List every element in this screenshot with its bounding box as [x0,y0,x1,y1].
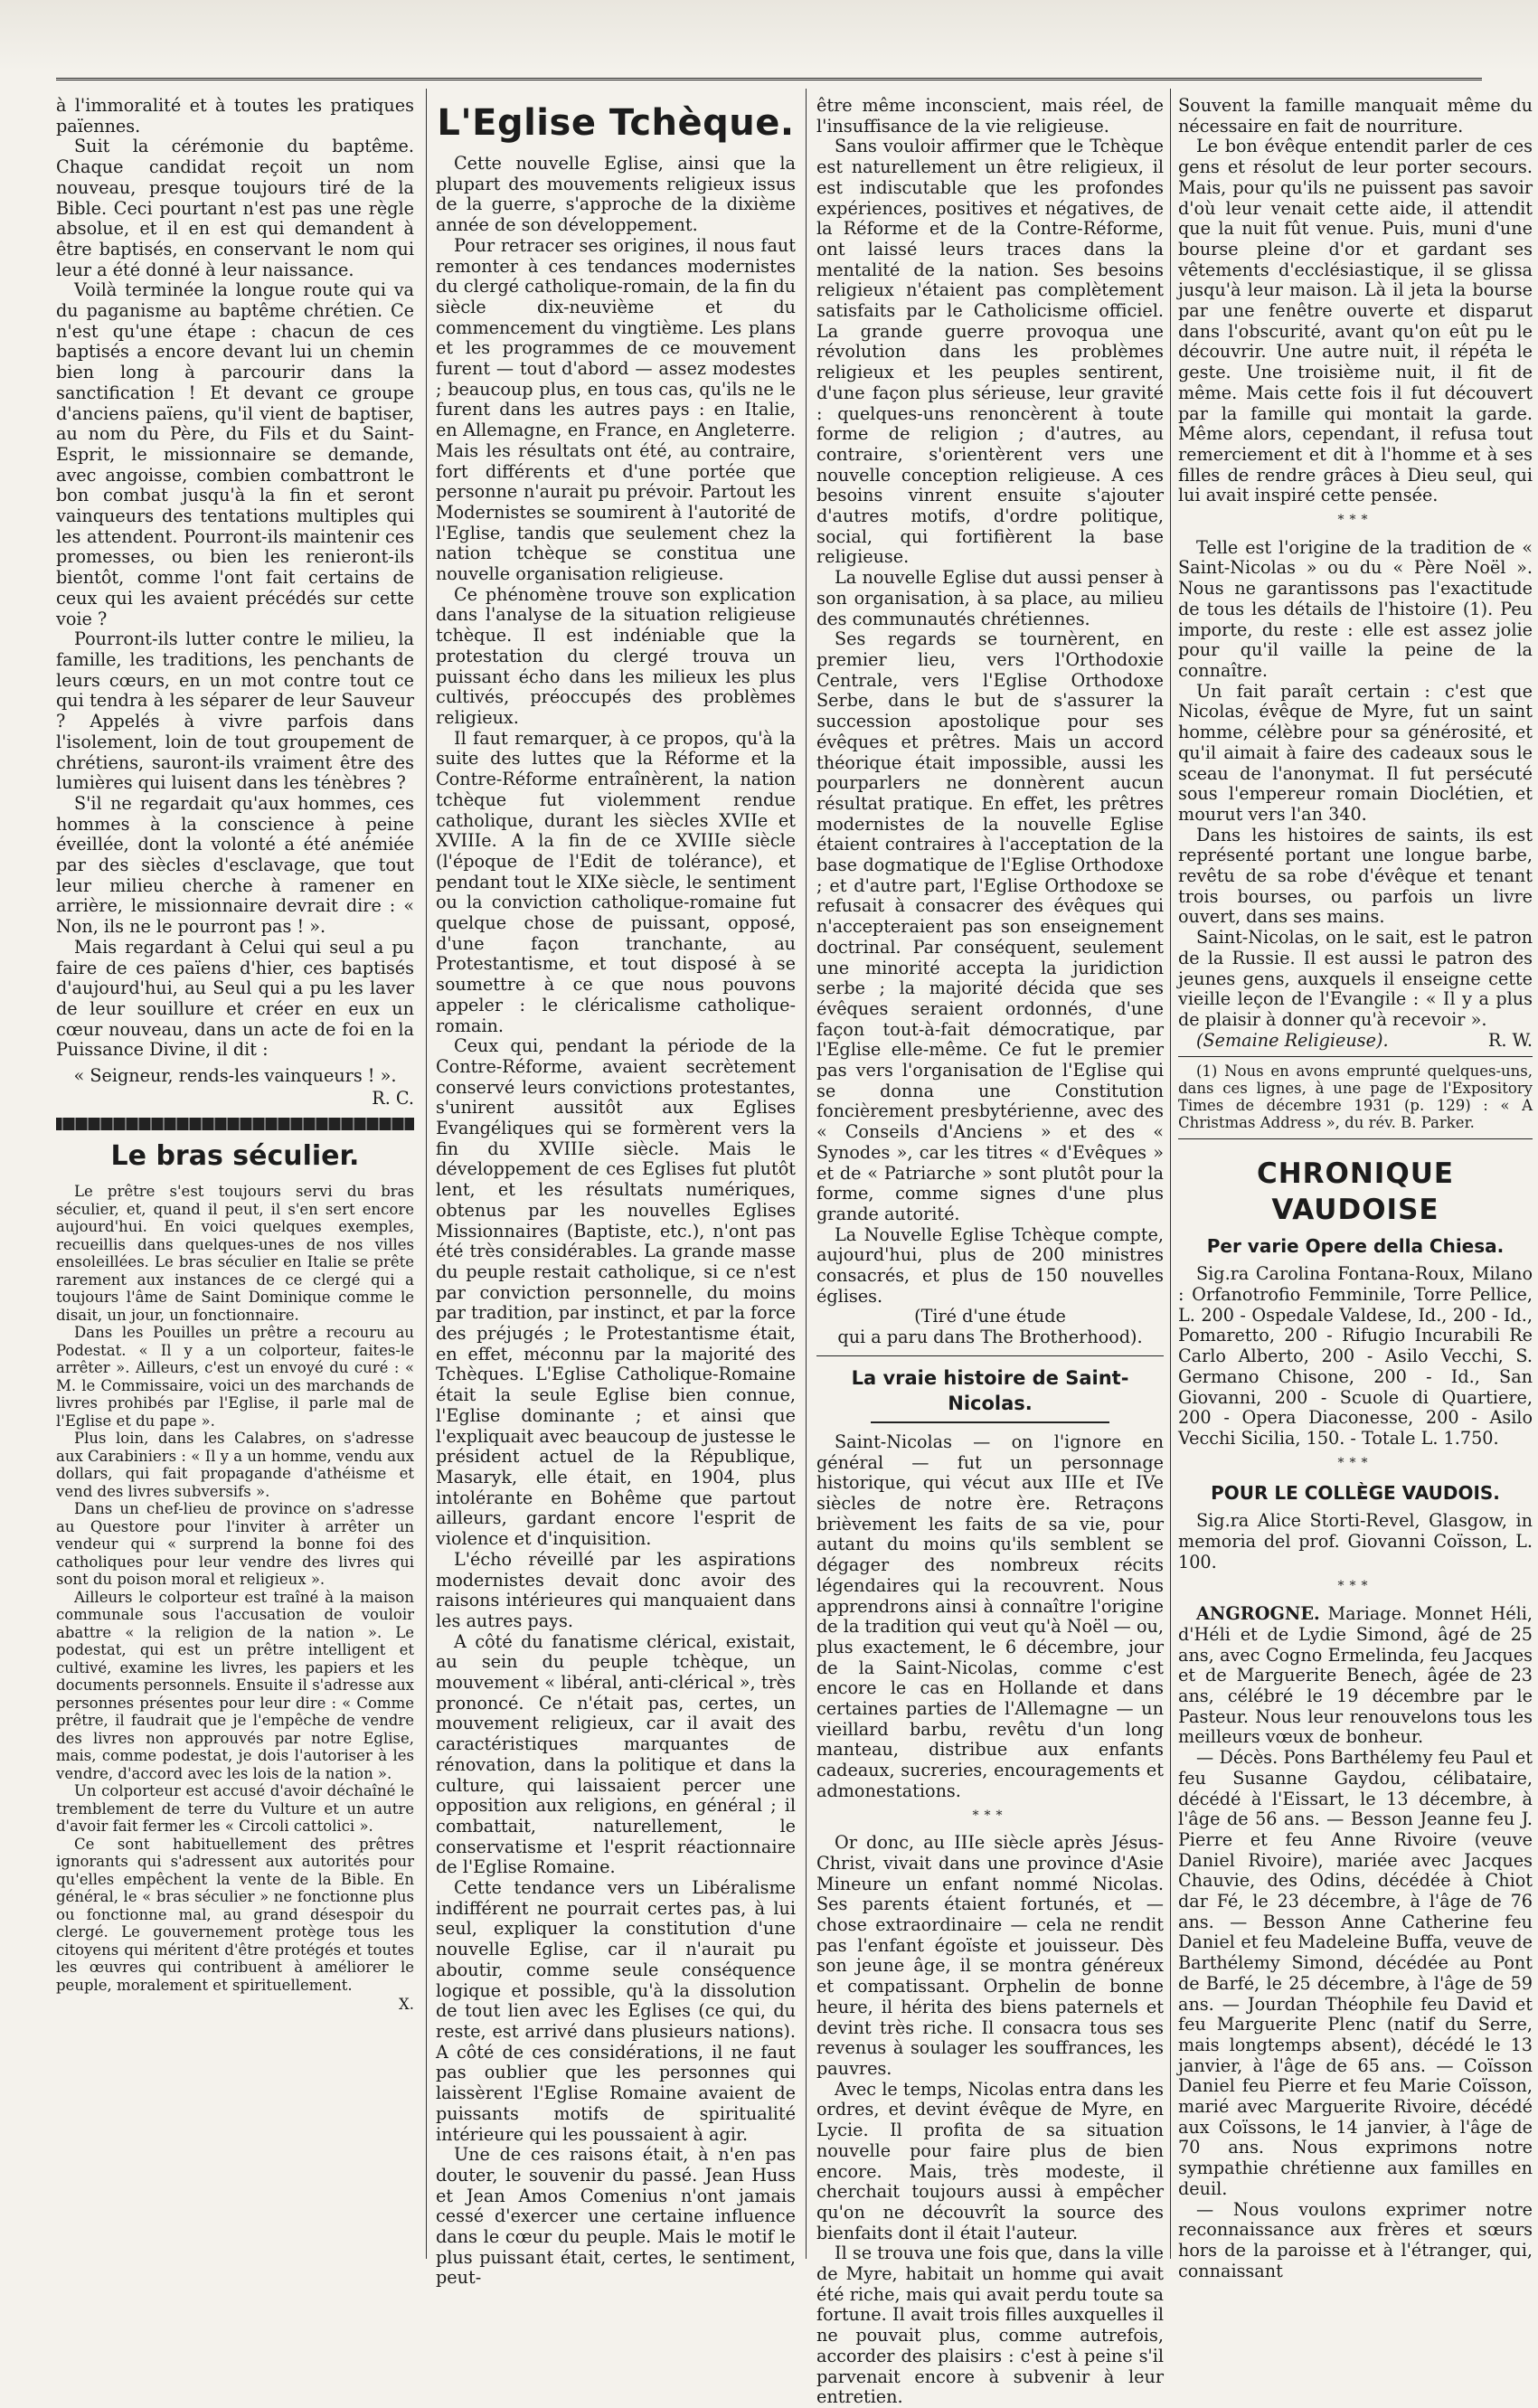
column-divider [806,89,807,2259]
divider [871,1421,1109,1423]
paragraph: Il se trouva une fois que, dans la ville de Myre, habitait un homme qui avait été riche, mais qui avait perdu toute sa fortune. Il avait trois filles auxquelles il ne pouvait plus, comme autrefois, accorder des plaisirs : c'est à peine s'il parvenait encore à subvenir à leur entretien. [816,2243,1164,2408]
signature: R. W. [1487,1029,1533,1051]
paragraph: Pourront-ils lutter contre le milieu, la famille, les traditions, les penchants de leurs cœurs, en un mot contre tout ce qui tendra à les séparer de leur Sauveur ? Appelés à vivre parfois dans l'isolement, loin de tout groupement de chrétiens, sauront-ils vraiment être des lumières qui luisent dans les ténèbres ? [56,628,414,794]
paragraph: Mariage. Monnet Héli, d'Héli et de Lydie Simond, âgé de 25 ans, avec Cogno Ermelinda, feu Jacques et de Marguerite Benech, âgée de 23 ans, célébré le 19 décembre par le Pasteur. Nous leur renouvelons tous les meilleurs vœux de bonheur. [1178,1603,1533,1748]
header-rule [56,78,1482,80]
article-title: Le bras séculier. [110,1140,360,1173]
section-stars: *** [1337,1579,1373,1594]
paragraph: Ailleurs le colporteur est traîné à la maison communale sous l'accusation de vouloir abattre « la religion de la nation ». Le podestat, qui est un prêtre intelligent et cultivé, examine les livres, les papiers et les documents personnels. Ensuite il s'adresse aux personnes présentes pour leur dire : « Comme prêtre, il faudrait que je l'empêche de vendre des livres non approuvés par notre Eglise, mais, comme podestat, je dois l'autoriser à les vendre, d'accord avec les lois de la nation ». [56,1588,414,1782]
section-stars: *** [1337,513,1373,528]
paragraph: Saint-Nicolas, on le sait, est le patron de la Russie. Il est aussi le patron des jeunes gens, auxquels il enseigne cette vieille leçon de l'Evangile : « Il y a plus de plaisir à donner qu'à recevoir ». [1178,927,1533,1030]
source-line: qui a paru dans The Brotherhood). [837,1327,1143,1348]
column-4 [1178,95,1533,2281]
paragraph: Souvent la famille manquait même du nécessaire en fait de nourriture. [1178,95,1533,137]
paragraph: Le prêtre s'est toujours servi du bras séculier, et, quand il peut, il s'en sert encore aujourd'hui. En voici quelques exemples, recueillis dans quelques-unes de nos villes ensoleillées. Le bras séculier en Italie se prête rarement aux instances de ce clergé qui a toujours l'âme de Saint Dominique comme le disait, un jour, un fonctionnaire. [56,1183,414,1324]
paragraph: Sans vouloir affirmer que le Tchèque est naturellement un être religieux, il est indiscutable que les profondes expériences, positives et négatives, de la Réforme et de la Contre-Réforme, ont laissé leurs traces dans la mentalité de la nation. Ses besoins religieux n'étaient pas complètement satisfaits par le Catholicisme officiel. La grande guerre provoqua une révolution dans les problèmes religieux et les peuples sentirent, d'une façon plus sérieuse, leur gravité : quelques-uns renoncèrent à toute forme de religion ; d'autres, au contraire, s'orientèrent vers une nouvelle conception religieuse. A ces besoins vinrent ensuite s'ajouter d'autres motifs, d'ordre politique, social, qui fortifièrent la base religieuse. [816,136,1164,568]
paragraph: Plus loin, dans les Calabres, on s'adresse aux Carabiniers : « Il y a un homme, vendu aux dollars, qui fait propagande d'athéisme et vend des livres subversifs ». [56,1430,414,1500]
paragraph: Il faut remarquer, à ce propos, qu'à la suite des luttes que la Réforme et la Contre-Réforme entraînèrent, la nation tchèque fut violemment rendue catholique, durant les siècles XVIIe et XVIIIe. A la fin de ce XVIIIe siècle (l'époque de l'Edit de tolérance), et pendant tout le XIXe siècle, le sentiment ou la conviction catholique-romaine fut quelque chose de puissant, opposé, d'une façon tranchante, au Protestantisme, et tout disposé à se soumettre à ce que nous pouvons appeler : le cléricalisme catholique-romain. [436,727,796,1036]
section-stars: *** [1337,1455,1373,1470]
top-margin [0,0,1538,72]
paragraph: Suit la cérémonie du baptême. Chaque candidat reçoit un nom nouveau, presque toujours tiré de la Bible. Ceci pourtant n'est pas une règle absolue, et il en est qui demandent à être baptisés, en conservant le nom qui leur a été donné à leur naissance. [56,136,414,280]
paragraph: Une de ces raisons était, à n'en pas douter, le souvenir du passé. Jean Huss et Jean Amos Comenius n'ont jamais cessé d'exercer une certaine influence dans le cœur du peuple. Mais le motif le plus puissant était, certes, le sentiment, peut- [436,2144,796,2289]
source-line: (Semaine Religieuse). [1196,1029,1389,1051]
paragraph: être même inconscient, mais réel, de l'insuffisance de la vie religieuse. [816,95,1164,137]
ornament-divider [56,1118,414,1130]
paragraph: Le bon évêque entendit parler de ces gens et résolut de leur porter secours. Mais, pour qu'ils ne puissent pas savoir d'où leur venait cette aide, il attendit que la nuit fût venue. Puis, muni d'une bourse pleine d'or et gardant ses vêtements d'ecclésiastique, il se glissa jusqu'à leur maison. Là il jeta la bourse par une fenêtre ouverte et disparut dans l'obscurité, avant qu'on eût pu le découvrir. Une autre nuit, il répéta le geste. Une troisième nuit, il fit de même. Mais cette fois il fut découvert par la famille qui montait la garde. Même alors, cependant, il refusa tout remerciement et dit à l'homme et à ses filles de rendre grâces à Dieu seul, qui lui avait inspiré cette pensée. [1178,136,1533,506]
paragraph: Sig.ra Alice Storti-Revel, Glasgow, in memoria del prof. Giovanni Coïsson, L. 100. [1178,1510,1533,1572]
article-title: L'Eglise Tchèque. [437,102,795,144]
signature: R. C. [372,1087,414,1109]
paragraph: S'il ne regardait qu'aux hommes, ces hommes à la conscience à peine éveillée, dont la volonté a été anémiée par des siècles d'esclavage, que tout leur milieu cherche à ramener en arrière, le missionnaire devrait dire : « Non, ils ne le pourront pas ! ». [56,792,414,938]
paragraph: Un colporteur est accusé d'avoir déchaîné le tremblement de terre du Vulture et un autre d'avoir fait fermer les « Circoli cattolici ». [56,1782,414,1836]
paragraph: Cette nouvelle Eglise, ainsi que la plupart des mouvements religieux issus de la guerre, s'approche de la dixième année de son développement. [436,153,796,236]
paragraph: Avec le temps, Nicolas entra dans les ordres, et devint évêque de Myre, en Lycie. Il profita de sa situation nouvelle pour faire plus de bien encore. Mais, très modeste, il cherchait toujours aussi à empêcher qu'on ne découvrît la source des bienfaits dont il était l'auteur. [816,2078,1164,2243]
paragraph: Telle est l'origine de la tradition de « Saint-Nicolas » ou du « Père Noël ». Nous ne garantissons pas l'exactitude de tous les détails de l'histoire (1). Peu importe, du reste : elle est assez jolie pour qu'il vaille la peine de la connaître. [1178,536,1533,681]
paragraph: La Nouvelle Eglise Tchèque compte, aujourd'hui, plus de 200 ministres consacrés, et plus de 150 nouvelles églises. [816,1223,1164,1307]
paragraph: — Nous voulons exprimer notre reconnaissance aux frères et sœurs hors de la paroisse et à l'étranger, qui, connaissant [1178,2198,1533,2281]
paragraph: à l'immoralité et à toutes les pratiques païennes. [56,95,414,137]
paragraph: Un fait paraît certain : c'est que Nicolas, évêque de Myre, fut un saint homme, célèbre pour sa générosité, et qu'il aimait à faire des cadeaux sous le sceau de l'anonymat. Il fut persécuté sous l'empereur romain Dioclétien, et mourut vers l'an 340. [1178,680,1533,825]
divider [816,1355,1164,1356]
section-title: CHRONIQUE VAUDOISE [1256,1157,1455,1227]
paragraph: Saint-Nicolas — on l'ignore en général — fut un personnage historique, qui vécut aux IIIe et IVe siècles de notre ère. Retraçons brièvement les faits de sa vie, pour autant du moins qu'ils semblent se dégager des nombreux récits légendaires qui la recouvrent. Nous apprendrons ainsi à connaître l'origine de la tradition qui veut qu'à Noël — ou, plus exactement, le 6 décembre, jour de la Saint-Nicolas, comme c'est encore le cas en Hollande et dans certaines parties de l'Allemagne — un vieillard barbu, revêtu d'un long manteau, distribue aux enfants cadeaux, sucreries, encouragements et admonestations. [816,1431,1164,1801]
subsection-title: POUR LE COLLÈGE VAUDOIS. [1211,1482,1500,1505]
divider [1178,1056,1533,1057]
source-line: (Tiré d'une étude [914,1306,1066,1327]
paragraph: Dans les Pouilles un prêtre a recouru au Podestat. « Il y a un colporteur, faites-le arrêter ». Ailleurs, c'est un envoyé du curé : « M. le Commissaire, voici un des marchands de livres prohibés par l'Eglise, il parle mal de l'Eglise et du pape ». [56,1324,414,1430]
paragraph: Mais regardant à Celui qui seul a pu faire de ces païens d'hier, ces baptisés d'aujourd'hui, au Seul qui a pu les laver de leur souillure et créer en eux un cœur nouveau, dans un acte de foi en la Puissance Divine, il dit : [56,936,414,1061]
footnote: (1) Nous en avons emprunté quelques-uns, dans ces lignes, à une page de l'Expository Times de décembre 1931 (p. 129) : « A Christmas Address », du rév. B. Parker. [1178,1062,1533,1132]
paragraph: Voilà terminée la longue route qui va du paganisme au baptême chrétien. Ce n'est qu'une étape : chacun de ces baptisés a encore devant lui un chemin bien long à parcourir dans la sanctification ! Et devant ce groupe d'anciens païens, qu'il vient de baptiser, au nom du Père, du Fils et du Saint-Esprit, le missionnaire se demande, avec angoisse, combien combattront le bon combat jusqu'à la fin et seront vainqueurs des tentations multiples qui les attendent. Pourront-ils maintenir ces promesses, ou bien les renieront-ils bientôt, comme l'ont fait certains de ceux qui les avaient précédés sur cette voie ? [56,279,414,629]
paragraph: Pour retracer ses origines, il nous faut remonter à ces tendances modernistes du clergé catholique-romain, de la fin du siècle dix-neuvième et du commencement du vingtième. Les plans et les programmes de ce mouvement furent — tout d'abord — assez modestes ; beaucoup plus, en tous cas, qu'ils ne le furent dans les autres pays : en Italie, en Allemagne, en France, en Angleterre. Mais les résultats ont été, au contraire, fort différents et d'une portée que personne n'aurait pu prévoir. Partout les Modernistes se soumirent à l'autorité de l'Eglise, tandis que seulement chez la nation tchèque se constitua une nouvelle organisation religieuse. [436,234,796,585]
column-divider [426,89,427,2259]
article-title: La vraie histoire de Saint-Nicolas. [851,1366,1129,1414]
column-3 [816,95,1164,2408]
section-stars: *** [972,1808,1008,1823]
paragraph: Sig.ra Carolina Fontana-Roux, Milano : Orfanotrofio Femminile, Torre Pellice, L. 200 - Ospedale Valdese, Id., 200 - Id., Pomaretto, 200 - Rifugio Incurabili Re Carlo Alberto, 200 - Asilo Vecchi, S. Germano Chisone, 200 - Id., San Giovanni, 200 - Scuole di Quartiere, 200 - Opera Diaconesse, 200 - Asilo Vecchi Sicilia, 150. - Totale L. 1.750. [1178,1263,1533,1449]
paragraph: La nouvelle Eglise dut aussi penser à son organisation, à sa place, au milieu des communautés chrétiennes. [816,567,1164,629]
column-2 [436,96,796,2289]
paragraph: Ses regards se tournèrent, en premier lieu, vers l'Orthodoxie Centrale, vers l'Eglise Orthodoxe Serbe, dans le but de s'assurer la succession apostolique pour ses évêques et prêtres. Mais un accord théorique était impossible, aussi les pourparlers ne donnèrent aucun résultat pratique. En effet, les prêtres modernistes de la nouvelle Eglise étaient contraires à l'acceptation de la base dogmatique de l'Eglise Orthodoxe ; et d'autre part, l'Eglise Orthodoxe se refusait à consacrer des évêques qui n'accepteraient pas son enseignement doctrinal. Par conséquent, seulement une minorité accepta la juridiction serbe ; la majorité décida que ses évêques seraient ordonnés, d'une façon tout-à-fait démocratique, par l'Eglise elle-même. Ce fut le premier pas vers l'organisation de l'Eglise qui se donna une Constitution foncièrement presbytérienne, avec des « Conseils d'Anciens » et des « Synodes », car les titres « d'Evêques » et de « Patriarche » sont plutôt pour la forme, comme signes d'une plus grande autorité. [816,628,1164,1224]
subsection-title: Per varie Opere della Chiesa. [1206,1235,1505,1258]
paragraph: A côté du fanatisme clérical, existait, au sein du peuple tchèque, un mouvement « libéral, anti-clérical », très prononcé. Ce n'était pas, certes, un mouvement religieux, car il avait des caractéristiques marquantes de rénovation, dans la politique et dans la culture, qui laissaient percer une opposition aux religions, en général ; il combattait, naturellement, le conservatisme et l'esprit réactionnaire de l'Eglise Romaine. [436,1630,796,1878]
paragraph: — Décès. Pons Barthélemy feu Paul et feu Susanne Gaydou, célibataire, décédé à l'Eissart, le 13 décembre, à l'âge de 56 ans. — Besson Jeanne feu J. Pierre et feu Anne Rivoire (veuve Daniel Rivoire), mariée avec Jacques Chauvie, des Odins, décédée à Chiot dar Fé, le 23 décembre, à l'âge de 76 ans. — Besson Anne Catherine feu Daniel et feu Madeleine Buffa, veuve de Barthélemy Simond, décédée au Pont de Barfé, le 25 décembre, à l'âge de 59 ans. — Jourdan Théophile feu David et feu Marguerite Plenc (natif du Serre, mais longtemps absent), décédé le 13 janvier, à l'âge de 65 ans. — Coïsson Daniel feu Pierre et feu Marie Coïsson, marié avec Marguerite Rivoire, décédé aux Coïssons, le 14 janvier, à l'âge de 70 ans. Nous exprimons notre sympathie chrétienne aux familles en deuil. [1178,1747,1533,2199]
quote: « Seigneur, rends-les vainqueurs ! ». [73,1065,397,1087]
paragraph: Ce phénomène trouve son explication dans l'analyse de la situation religieuse tchèque. Il est indéniable que la protestation du clergé trouva un puissant écho dans les milieux les plus cultivés, préoccupés des problèmes religieux. [436,583,796,728]
parish-label: ANGROGNE. [1196,1603,1320,1625]
signature: X. [399,1996,414,2014]
paragraph: Cette tendance vers un Libéralisme indifférent ne pourrait certes pas, à lui seul, expliquer la constitution d'une nouvelle Eglise, car il n'aurait pu aboutir, comme seule conséquence logique et possible, qu'à la dissolution de tout lien avec les Eglises (ce qui, du reste, est arrivé dans plusieurs nations). A côté de ces considérations, il ne faut pas oublier que les personnes qui laissèrent l'Eglise Romaine avaient de puissants motifs de spiritualité intérieure qui les poussaient à agir. [436,1877,796,2145]
paragraph: Dans les histoires de saints, ils est représenté portant une longue barbe, revêtu de sa robe d'évêque et tenant trois bourses, ou parfois un livre ouvert, dans ses mains. [1178,824,1533,928]
paragraph: Ceux qui, pendant la période de la Contre-Réforme, avaient secrètement conservé leurs convictions protestantes, s'unirent aussitôt aux Eglises Evangéliques qui se formèrent vers la fin du XVIIIe siècle. Mais le développement de ces Eglises fut plutôt lent, et les résultats numériques, obtenus par les nouvelles Eglises Missionnaires (Baptiste, etc.), n'ont pas été très considérables. La grande masse du peuple restait catholique, si ce n'est par conviction personnelle, du moins par tradition, par instinct, et par la force des préjugés ; le Protestantisme était, en effet, méconnu par la majorité des Tchèques. L'Eglise Catholique-Romaine était la seule Eglise bien connue, l'Eglise dominante ; et ainsi que l'expliquait avec beaucoup de justesse le président actuel de la République, Masaryk, elle était, en 1904, plus intolérante en Bohême que partout ailleurs, gardant encore l'esprit de violence et d'inquisition. [436,1035,796,1550]
column-divider [1170,89,1171,2259]
column-1 [56,96,414,2257]
divider [1178,1138,1533,1139]
paragraph: L'écho réveillé par les aspirations modernistes devait donc avoir des raisons intérieures qui manquaient dans les autres pays. [436,1548,796,1631]
paragraph: Dans un chef-lieu de province on s'adresse au Questore pour l'inviter à arrêter un vendeur qui « surprend la bonne foi des catholiques pour leur vendre des livres qui sont du poison moral et religieux ». [56,1500,414,1589]
paragraph: Ce sont habituellement des prêtres ignorants qui s'adressent aux autorités pour qu'elles empêchent la vente de la Bible. En général, le « bras séculier » ne fonctionne plus ou fonctionne mal, au grand désespoir du clergé. Le gouvernement protège tous les citoyens qui méritent d'être protégés et toutes les œuvres qui contribuent à améliorer le peuple, moralement et spirituellement. [56,1835,414,1994]
paragraph: Or donc, au IIIe siècle après Jésus-Christ, vivait dans une province d'Asie Mineure un enfant nommé Nicolas. Ses parents étaient fortunés, et — chose extraordinaire — cela ne rendit pas l'enfant égoïste et jouisseur. Dès son jeune âge, il se montra généreux et compatissant. Orphelin de bonne heure, il hérita des biens paternels et devint très riche. Il consacra tous ses revenus à soulager les souffrances, les pauvres. [816,1832,1164,2079]
